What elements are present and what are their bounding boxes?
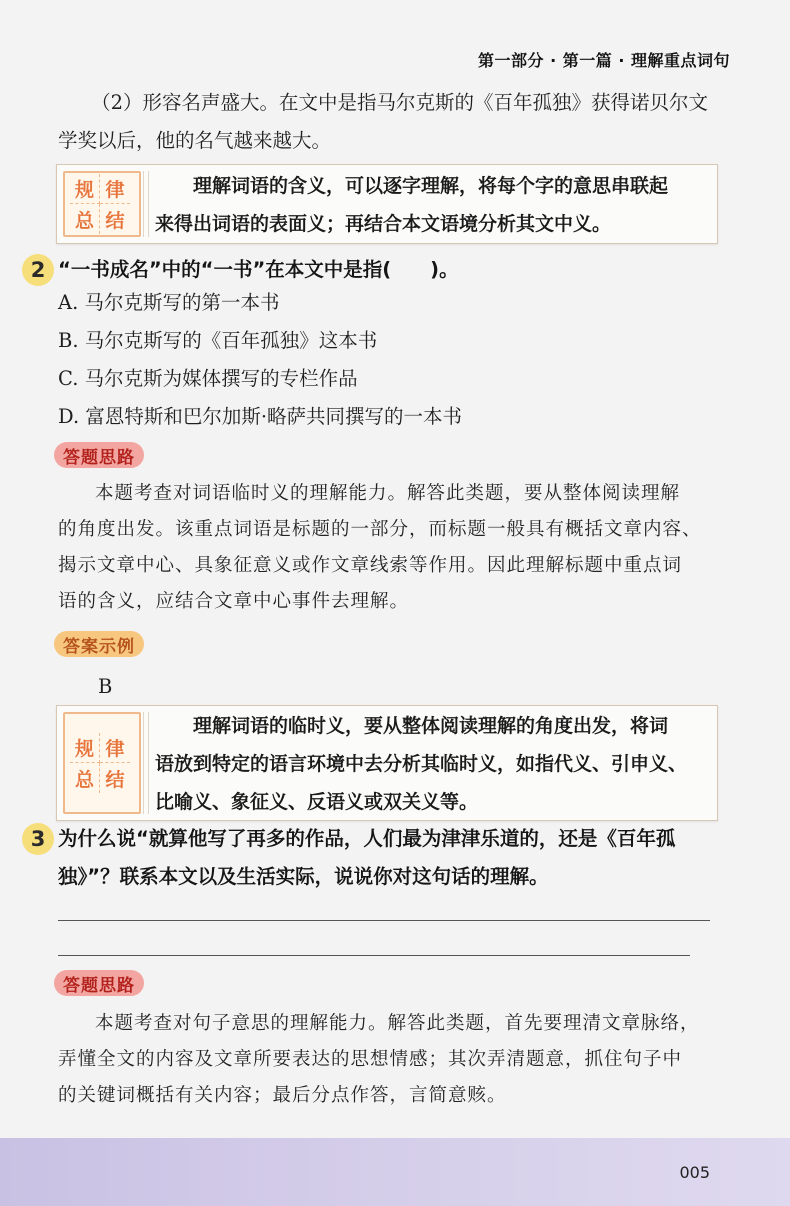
option-c: C. 马尔克斯为媒体撰写的专栏作品 [58,367,358,390]
badge-char: 总 [70,763,100,793]
rule-line: 比喻义、象征义、反语义或双关义等。 [155,791,479,813]
hint-line: 的关键词概括有关内容；最后分点作答，言简意赅。 [58,1085,507,1106]
option-a: A. 马尔克斯写的第一本书 [58,291,280,314]
hint-line: 语的含义，应结合文章中心事件去理解。 [58,591,410,612]
badge-char: 总 [70,204,100,234]
rule-line: 语放到特定的语言环境中去分析其临时义，如指代义、引申义、 [155,753,688,775]
rule-summary-badge [63,171,141,237]
question-3-text [58,820,718,896]
answer-approach-tag: 答题思路 [54,442,144,468]
running-header: 第一部分 · 第一篇 · 理解重点词句 [478,51,730,70]
hint-line: 弄懂全文的内容及文章所要表达的思想情感；其次弄清题意，抓住句子中 [58,1049,683,1070]
intro-line-2: 学奖以后，他的名气越来越大。 [58,129,332,152]
footer-band [0,1138,790,1206]
answer-example-value: B [98,675,113,698]
rule-line: 理解词语的临时义，要从整体阅读理解的角度出发，将词 [193,715,669,737]
question-2-text: “一书成名”中的“一书”在本文中是指( )。 [58,258,459,281]
hint-line: 的角度出发。该重点词语是标题的一部分，而标题一般具有概括文章内容、 [58,519,702,540]
badge-char: 规 [70,174,100,204]
rule-divider [143,712,149,814]
answer-example-tag: 答案示例 [54,631,144,657]
question-number-badge: 3 [22,823,54,855]
badge-char: 结 [105,209,125,232]
intro-paragraph [58,84,718,160]
rule-summary-text [155,707,705,821]
badge-char: 律 [100,733,130,763]
answer-line [58,955,690,956]
page-number: 005 [679,1163,710,1182]
option-d: D. 富恩特斯和巴尔加斯·略萨共同撰写的一本书 [58,405,463,428]
answer-line [58,920,710,921]
question-line: 独》”？联系本文以及生活实际，说说你对这句话的理解。 [58,865,549,888]
rule-line: 来得出词语的表面义；再结合本文语境分析其文中义。 [155,213,612,235]
rule-summary-box-2 [56,705,718,821]
option-b: B. 马尔克斯写的《百年孤独》这本书 [58,329,378,352]
answer-approach-text [58,1006,718,1114]
hint-line: 揭示文章中心、具象征意义或作文章线索等作用。因此理解标题中重点词 [58,555,683,576]
answer-approach-text [58,476,718,620]
question-line: 为什么说“就算他写了再多的作品，人们最为津津乐道的，还是《百年孤 [58,827,676,850]
hint-line: 本题考查对词语临时义的理解能力。解答此类题，要从整体阅读理解 [95,483,681,504]
badge-char: 律 [100,174,130,204]
rule-summary-badge [63,712,141,814]
badge-char: 规 [70,733,100,763]
hint-line: 本题考查对句子意思的理解能力。解答此类题，首先要理清文章脉络， [95,1013,700,1034]
rule-summary-text [155,167,705,243]
badge-char: 结 [105,768,125,791]
answer-approach-tag: 答题思路 [54,970,144,996]
rule-divider [143,171,149,237]
rule-summary-box-1 [56,164,718,244]
question-number-badge: 2 [22,254,54,286]
intro-line-1: （2）形容名声盛大。在文中是指马尔克斯的《百年孤独》获得诺贝尔文 [91,91,709,114]
rule-line: 理解词语的含义，可以逐字理解，将每个字的意思串联起 [193,175,669,197]
